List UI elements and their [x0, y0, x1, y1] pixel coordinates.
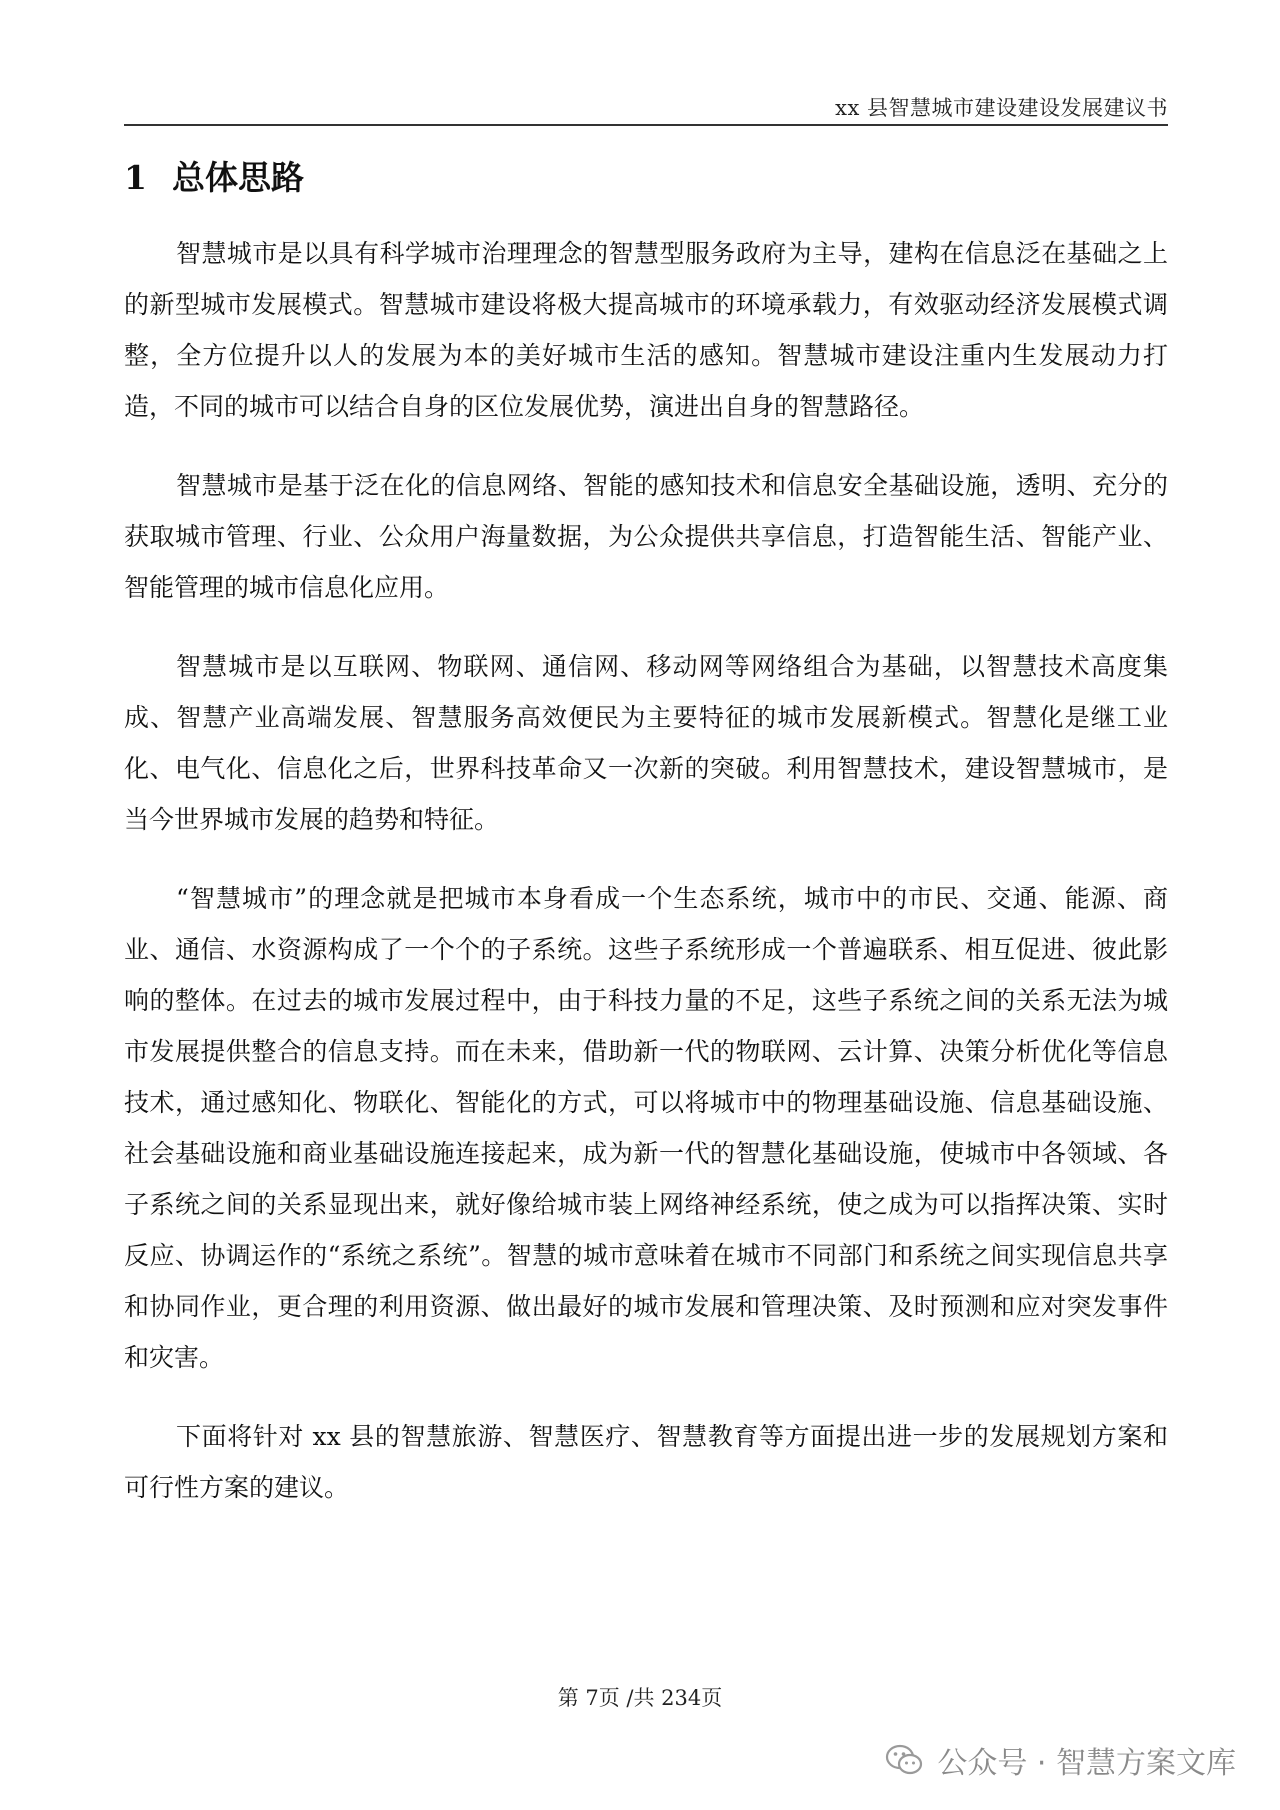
- paragraph-4: “智慧城市”的理念就是把城市本身看成一个生态系统，城市中的市民、交通、能源、商业、通信、水资源构成了一个个的子系统。这些子系统形成一个普遍联系、相互促进、彼此影响的整体。在过去的城市发展过程中，由于科技力量的不足，这些子系统之间的关系无法为城市发展提供整合的信息支持。而在未来，借助新一代的物联网、云计算、决策分析优化等信息技术，通过感知化、物联化、智能化的方式，可以将城市中的物理基础设施、信息基础设施、社会基础设施和商业基础设施连接起来，成为新一代的智慧化基础设施，使城市中各领域、各子系统之间的关系显现出来，就好像给城市装上网络神经系统，使之成为可以指挥决策、实时反应、协调运作的“系统之系统”。智慧的城市意味着在城市不同部门和系统之间实现信息共享和协同作业，更合理的利用资源、做出最好的城市发展和管理决策、及时预测和应对突发事件和灾害。: [124, 884, 1168, 1372]
- section-title: 总体思路: [172, 158, 304, 197]
- paragraph-2: 智慧城市是基于泛在化的信息网络、智能的感知技术和信息安全基础设施，透明、充分的获取城市管理、行业、公众用户海量数据，为公众提供共享信息，打造智能生活、智能产业、智能管理的城市信息化应用。: [124, 471, 1168, 602]
- header-divider: [124, 124, 1168, 126]
- section-number: 1: [124, 158, 147, 197]
- watermark: [885, 1738, 1236, 1782]
- watermark-text: 公众号 · 智慧方案文库: [937, 1746, 1236, 1781]
- paragraph-3: 智慧城市是以互联网、物联网、通信网、移动网等网络组合为基础，以智慧技术高度集成、智慧产业高端发展、智慧服务高效便民为主要特征的城市发展新模式。智慧化是继工业化、电气化、信息化之后，世界科技革命又一次新的突破。利用智慧技术，建设智慧城市，是当今世界城市发展的趋势和特征。: [124, 652, 1168, 834]
- document-body: [124, 228, 1168, 1541]
- section-heading: [124, 152, 304, 199]
- document-header-title: xx 县智慧城市建设建设发展建议书: [835, 96, 1168, 120]
- paragraph-1: 智慧城市是以具有科学城市治理理念的智慧型服务政府为主导，建构在信息泛在基础之上的新型城市发展模式。智慧城市建设将极大提高城市的环境承载力，有效驱动经济发展模式调整，全方位提升以人的发展为本的美好城市生活的感知。智慧城市建设注重内生发展动力打造，不同的城市可以结合自身的区位发展优势，演进出自身的智慧路径。: [124, 239, 1168, 421]
- page-number: 第 7页 /共 234页: [557, 1686, 723, 1710]
- paragraph-5: 下面将针对 xx 县的智慧旅游、智慧医疗、智慧教育等方面提出进一步的发展规划方案和可行性方案的建议。: [124, 1422, 1168, 1502]
- wechat-icon: [885, 1743, 923, 1777]
